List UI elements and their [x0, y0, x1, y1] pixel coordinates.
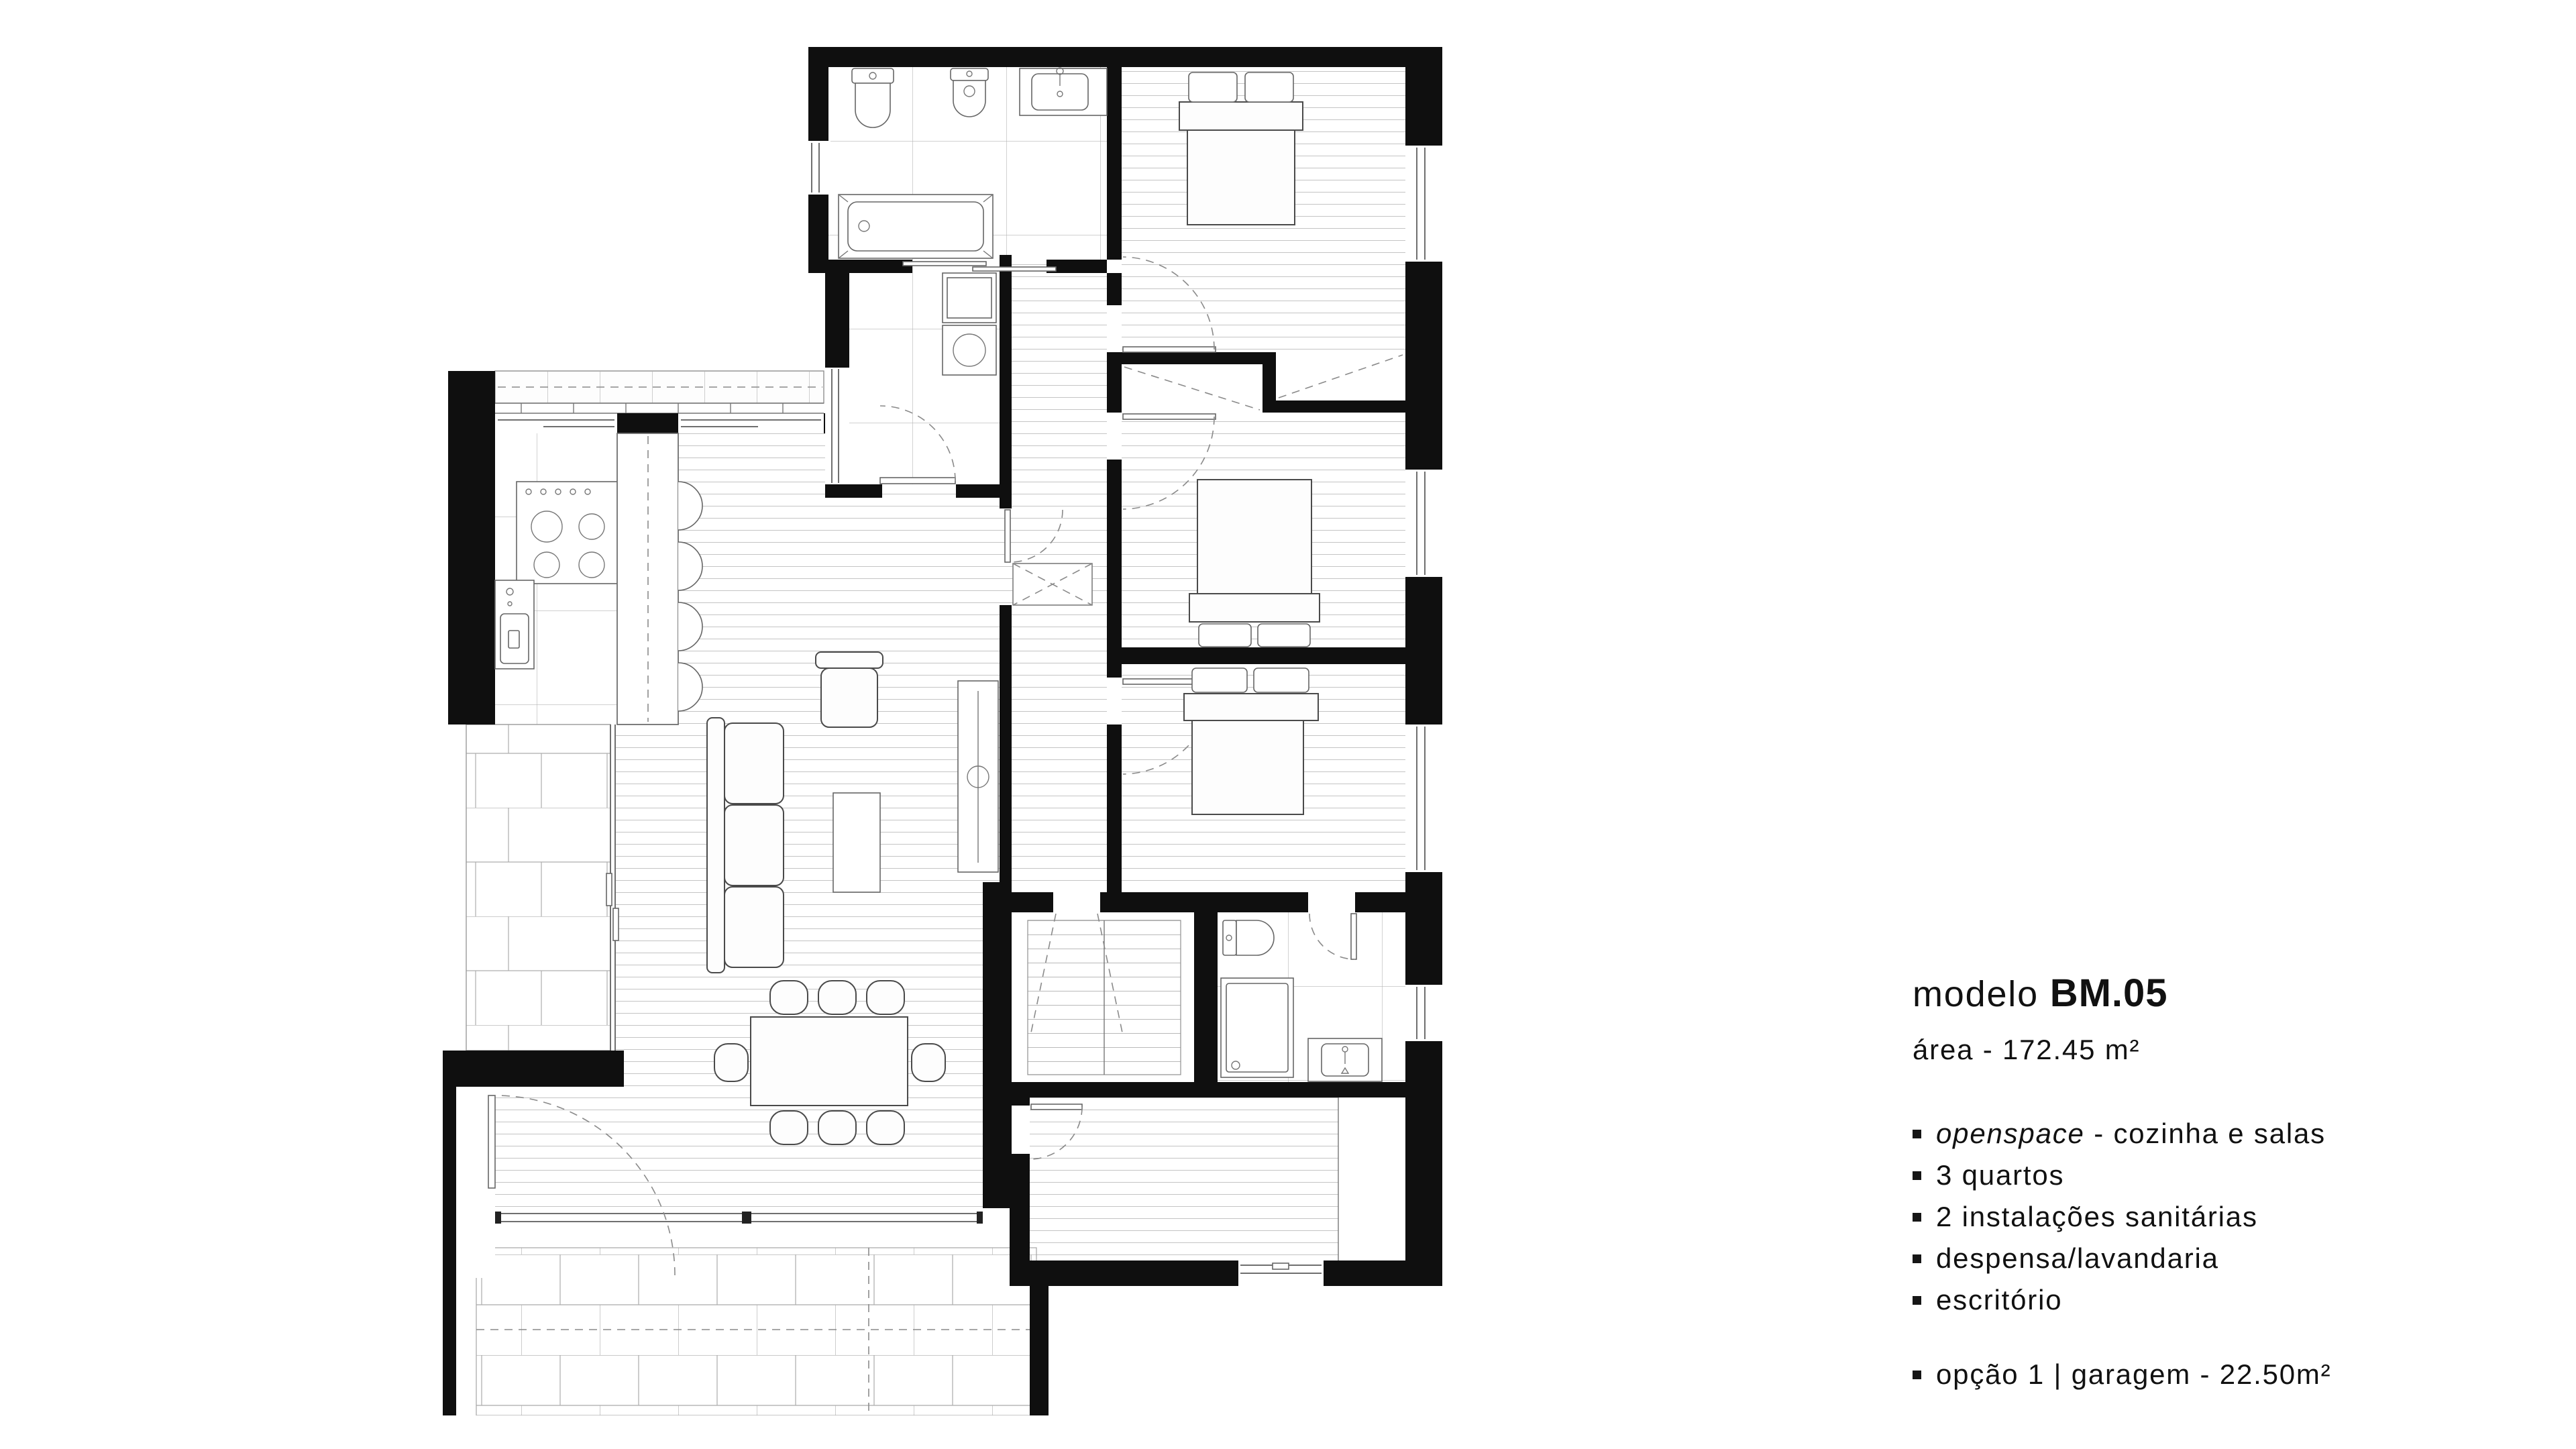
- kitchen-counter-top: [495, 371, 824, 413]
- bidet: [951, 68, 988, 117]
- cooktop: [517, 482, 623, 584]
- south-glass-wall: [495, 1212, 983, 1224]
- shaft: [1013, 564, 1092, 605]
- office-window: [1240, 1263, 1322, 1273]
- sofa: [707, 718, 784, 973]
- feature-quartos: 3 quartos: [1913, 1155, 2516, 1196]
- dining-area-floor: [616, 724, 1012, 1051]
- feature-sanitarias: 2 instalações sanitárias: [1913, 1196, 2516, 1238]
- info-panel: [1913, 971, 2516, 1391]
- kitchen-island: [617, 433, 678, 724]
- bedroom-3-window: [1407, 724, 1441, 872]
- closet-door-bedroom-1: [1124, 367, 1260, 410]
- toilet: [852, 68, 894, 127]
- model-title: [1913, 971, 2516, 1016]
- toilet-2: [1223, 920, 1274, 955]
- washbasin-2: [1308, 1038, 1382, 1081]
- terrace-floor: [476, 1248, 1036, 1415]
- floor-plan: [443, 47, 1449, 1415]
- bullet-icon: [1913, 1130, 1921, 1138]
- floor-plan-drawing: [443, 47, 1449, 1415]
- feature-escritorio: escritório: [1913, 1279, 2516, 1321]
- model-label: modelo: [1913, 974, 2050, 1014]
- kitchen-window-left: [495, 415, 617, 432]
- bullet-icon: [1913, 1171, 1921, 1180]
- washbasin: [1020, 68, 1107, 115]
- side-patio-floor: [466, 724, 610, 1051]
- bedroom-1-window: [1407, 146, 1441, 262]
- bullet-icon: [1913, 1371, 1921, 1379]
- feature-openspace: openspace - cozinha e salas: [1913, 1113, 2516, 1155]
- pantry-window: [825, 368, 849, 484]
- sideboard: [958, 681, 998, 872]
- shower: [1221, 978, 1293, 1077]
- bullet-icon: [1913, 1296, 1921, 1305]
- option-line: opção 1 | garagem - 22.50m²: [1913, 1358, 2516, 1391]
- kitchen-sink: [495, 580, 534, 669]
- bed-bedroom-2: [1189, 480, 1320, 647]
- bathroom-1-window: [804, 141, 830, 195]
- office-recess: [1338, 1097, 1405, 1260]
- office-floor: [1030, 1097, 1338, 1260]
- model-code: BM.05: [2049, 971, 2168, 1015]
- bullet-icon: [1913, 1213, 1921, 1222]
- armchair: [816, 652, 883, 727]
- bedroom-2-window: [1407, 470, 1441, 577]
- area-text: área - 172.45 m²: [1913, 1034, 2141, 1065]
- coffee-table: [833, 793, 880, 892]
- bullet-icon: [1913, 1254, 1921, 1263]
- closet-door-bedroom-2: [1279, 355, 1403, 398]
- kitchen-window-right: [678, 415, 824, 432]
- feature-despensa: despensa/lavandaria: [1913, 1238, 2516, 1279]
- dining-table: [751, 1017, 908, 1106]
- bathroom-2-window: [1407, 985, 1441, 1041]
- bathtub: [839, 195, 993, 258]
- feature-list: [1913, 1113, 2516, 1321]
